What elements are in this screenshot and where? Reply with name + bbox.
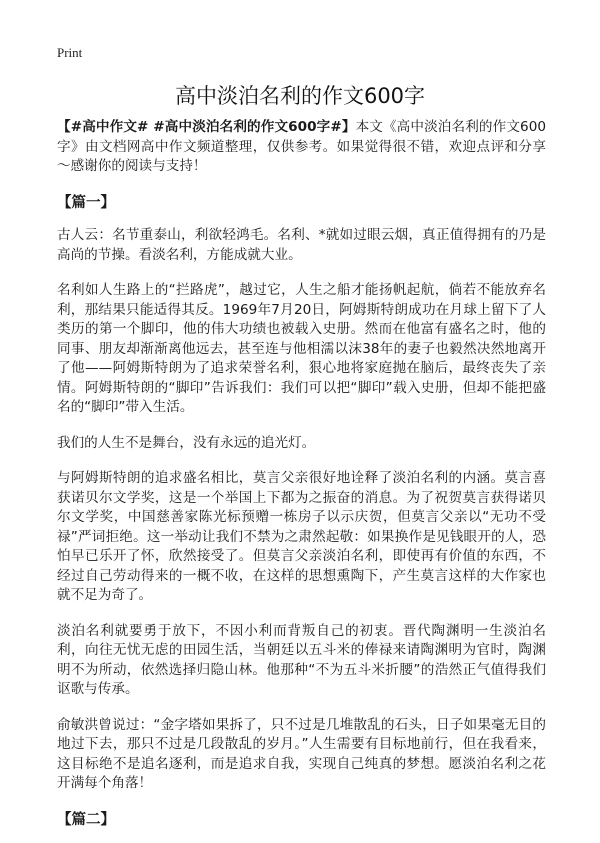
paragraph: 我们的人生不是舞台，没有永远的追光灯。 xyxy=(57,434,316,451)
paragraph: 俞敏洪曾说过：“金字塔如果拆了，只不过是几堆散乱的石头，日子如果毫无目的地过下去，那只不过是几段散乱的岁月。”人生需要有目标地前行，但在我看来，这目标绝不是追名逐利，而是追求自我，实现自己纯真的梦想。愿淡泊名利之花开满每个角落！ xyxy=(57,716,546,791)
paragraph: 淡泊名利就要勇于放下，不因小利而背叛自己的初衷。晋代陶渊明一生淡泊名利，向往无忧无虑的田园生活，当朝廷以五斗米的俸禄来请陶渊明为官时，陶渊明不为所动，依然选择归隐山林。他那种“不为五斗米折腰”的浩然正气值得我们讴歌与传承。 xyxy=(57,622,546,697)
paragraph: 古人云：名节重泰山，利欲轻鸿毛。名利、*就如过眼云烟，真正值得拥有的乃是高尚的节操。看淡名利，方能成就大业。 xyxy=(57,227,546,263)
paragraph: 与阿姆斯特朗的追求盛名相比，莫言父亲很好地诠释了淡泊名利的内涵。莫言喜获诺贝尔文学奖，这是一个举国上下都为之振奋的消息。为了祝贺莫言获得诺贝尔文学奖，中国慈善家陈光标预赠一栋房子以示庆贺，但莫言父亲以“无功不受禄”严词拒绝。这一举动让我们不禁为之肃然起敬：如果换作是见钱眼开的人，恐怕早已乐开了怀，欣然接受了。但莫言父亲淡泊名利，即使再有价值的东西，不经过自己劳动得来的一概不收，在这样的思想熏陶下，产生莫言这样的大作家也就不足为奇了。 xyxy=(57,470,546,603)
page-title: 高中淡泊名利的作文600字 xyxy=(174,84,426,108)
section-title-1: 【篇一】 xyxy=(57,194,115,211)
print-link[interactable]: Print xyxy=(57,45,83,60)
section-title-2: 【篇二】 xyxy=(57,811,115,828)
intro-tags: 【#高中作文# #高中淡泊名利的作文600字#】 xyxy=(57,119,356,135)
intro-text: 本文《高中淡泊名利的作文600字》由文档网高中作文频道整理，仅供参考。如果觉得很不错，欢迎点评和分享～感谢你的阅读与支持！ xyxy=(57,119,546,174)
intro-paragraph xyxy=(57,118,546,177)
article-body xyxy=(57,118,546,843)
paragraph: 名利如人生路上的“拦路虎”，越过它，人生之船才能扬帆起航，倘若不能放弃名利，那结果只能适得其反。1969年7月20日，阿姆斯特朗成功在月球上留下了人类历的第一个脚印，他的伟大功绩也被载入史册。然而在他富有盛名之时，他的同事、朋友却渐渐离他远去，甚至连与他相濡以沫38年的妻子也毅然决然地离开了他——阿姆斯特朗为了追求荣誉名利，狠心地将家庭抛在脑后，最终丧失了亲情。阿姆斯特朗的“脚印”告诉我们：我们可以把“脚印”载入史册，但却不能把盛名的“脚印”带入生活。 xyxy=(57,282,546,415)
